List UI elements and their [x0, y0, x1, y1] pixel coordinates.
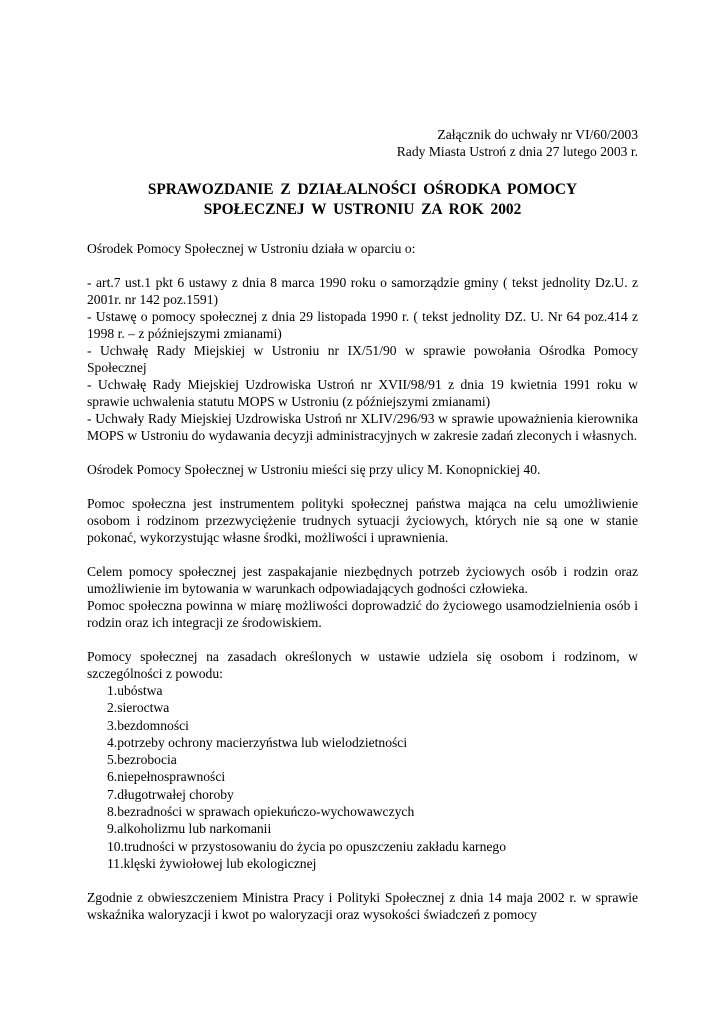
list-item: 4.potrzeby ochrony macierzyństwa lub wielodzietności: [107, 734, 408, 750]
document-title: [87, 180, 638, 220]
list-item: 3.bezdomności: [107, 717, 189, 733]
intro-paragraph: Ośrodek Pomocy Społecznej w Ustroniu działa w oparciu o:: [87, 241, 416, 256]
annex-note: [87, 126, 638, 160]
title-line-1: SPRAWOZDANIE Z DZIAŁALNOŚCI OŚRODKA POMOCY: [147, 181, 578, 198]
legal-basis-item: - Uchwałę Rady Miejskiej w Ustroniu nr IX/51/90 w sprawie powołania Ośrodka Pomocy Społecznej: [87, 343, 638, 375]
location-paragraph: Ośrodek Pomocy Społecznej w Ustroniu mieści się przy ulicy M. Konopnickiej 40.: [87, 462, 541, 477]
grounds-list: [87, 682, 638, 872]
list-item: 11.klęski żywiołowej lub ekologicznej: [107, 855, 317, 871]
list-item: 7.długotrwałej choroby: [107, 786, 234, 802]
aim-paragraph: Pomoc społeczna powinna w miarę możliwości doprowadzić do życiowego usamodzielnienia osób i rodzin oraz ich integracji ze środowiskiem.: [87, 598, 638, 630]
closing-paragraph: Zgodnie z obwieszczeniem Ministra Pracy i Polityki Społecznej z dnia 14 maja 2002 r. w sprawie wskaźnika waloryzacji i kwot po waloryzacji oraz wysokości świadczeń z pomocy: [87, 890, 638, 923]
list-item: 9.alkoholizmu lub narkomanii: [107, 821, 272, 837]
legal-basis-item: - Uchwały Rady Miejskiej Uzdrowiska Ustroń nr XLIV/296/93 w sprawie upoważnienia kierownika MOPS w Ustroniu do wydawania decyzji administracyjnych w zakresie zadań zleconych i własnych.: [87, 411, 638, 443]
list-item: 10.trudności w przystosowaniu do życia po opuszczeniu zakładu karnego: [107, 838, 507, 854]
list-item: 6.niepełnosprawności: [107, 769, 226, 785]
grounds-intro-paragraph: Pomocy społecznej na zasadach określonych w ustawie udziela się osobom i rodzinom, w szczególności z powodu:: [87, 649, 638, 681]
list-item: 5.bezrobocia: [107, 752, 177, 768]
annex-line-2: Rady Miasta Ustroń z dnia 27 lutego 2003 r.: [396, 144, 638, 159]
list-item: 1.ubóstwa: [107, 683, 163, 698]
list-item: 2.sieroctwa: [107, 700, 170, 716]
legal-basis-item: - art.7 ust.1 pkt 6 ustawy z dnia 8 marca 1990 roku o samorządzie gminy ( tekst jednolity Dz.U. z 2001r. nr 142 poz.1591): [87, 275, 638, 307]
legal-basis-item: - Uchwałę Rady Miejskiej Uzdrowiska Ustroń nr XVII/98/91 z dnia 19 kwietnia 1991 roku w sprawie uchwalenia statutu MOPS w Ustroniu (z późniejszymi zmianami): [87, 377, 638, 409]
instrument-paragraph: Pomoc społeczna jest instrumentem polityki społecznej państwa mająca na celu umożliwienie osobom i rodzinom przezwyciężenie trudnych sytuacji życiowych, których nie są one w stanie pokonać, wykorzystując własne środki, możliwości i uprawnienia.: [87, 496, 638, 545]
legal-basis-list: [87, 274, 638, 444]
list-item: 8.bezradności w sprawach opiekuńczo-wychowawczych: [107, 804, 415, 820]
annex-line-1: Załącznik do uchwały nr VI/60/2003: [437, 127, 638, 142]
goal-paragraph: Celem pomocy społecznej jest zaspakajanie niezbędnych potrzeb życiowych osób i rodzin oraz umożliwienie im bytowania w warunkach odpowiadających godności człowieka.: [87, 564, 638, 596]
title-line-2: SPOŁECZNEJ W USTRONIU ZA ROK 2002: [203, 201, 522, 218]
document-page: [87, 126, 638, 923]
legal-basis-item: - Ustawę o pomocy społecznej z dnia 29 listopada 1990 r. ( tekst jednolity DZ. U. Nr 64 poz.414 z 1998 r. – z późniejszymi zmianami): [87, 309, 638, 341]
